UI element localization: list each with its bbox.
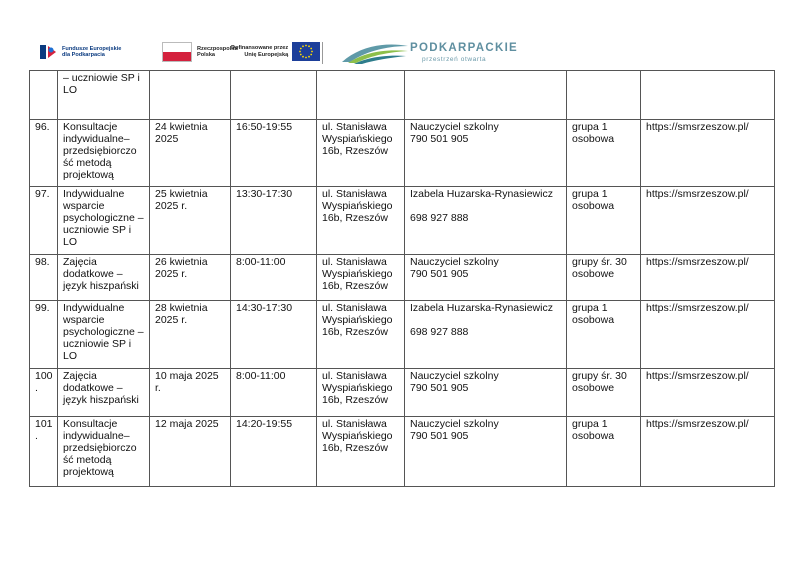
time-cell: 8:00-11:00 <box>231 255 317 301</box>
time-cell: 8:00-11:00 <box>231 369 317 417</box>
date-cell: 10 maja 2025 r. <box>150 369 231 417</box>
eu-flag-icon <box>292 42 320 61</box>
eu-line2: Unię Europejską <box>244 51 289 58</box>
date-cell: 28 kwietnia 2025 r. <box>150 301 231 369</box>
poland-flag-icon <box>162 42 192 62</box>
table-row <box>30 369 775 417</box>
url-cell[interactable]: https://smsrzeszow.pl/ <box>641 187 775 255</box>
teacher-name: Izabela Huzarska-Rynasiewicz <box>410 188 553 200</box>
address-cell: ul. Stanisława Wyspiańskiego 16b, Rzeszów <box>317 369 405 417</box>
fe-logo <box>38 42 121 62</box>
url-cell[interactable]: https://smsrzeszow.pl/ <box>641 369 775 417</box>
date-cell: 12 maja 2025 <box>150 417 231 487</box>
group-cell: grupa 1 osobowa <box>567 187 641 255</box>
rp-logo <box>162 42 238 62</box>
teacher-phone: 790 501 905 <box>410 430 469 442</box>
teacher-phone: 698 927 888 <box>410 326 469 338</box>
address-cell: ul. Stanisława Wyspiańskiego 16b, Rzeszów <box>317 187 405 255</box>
logo-bar <box>0 0 800 70</box>
activity-cell: – uczniowie SP i LO <box>58 71 150 120</box>
teacher-cell <box>405 120 567 187</box>
url-cell[interactable]: https://smsrzeszow.pl/ <box>641 255 775 301</box>
teacher-cell <box>405 417 567 487</box>
url-cell[interactable]: https://smsrzeszow.pl/ <box>641 417 775 487</box>
podkarpackie-subtitle: przestrzeń otwarta <box>422 56 487 63</box>
group-cell: grupa 1 osobowa <box>567 120 641 187</box>
activity-cell: Konsultacje indywidualne– przedsiębiorczo ść metodą projektową <box>58 120 150 187</box>
table-row <box>30 417 775 487</box>
teacher-name: Nauczyciel szkolny <box>410 121 499 133</box>
teacher-name: Nauczyciel szkolny <box>410 418 499 430</box>
url-cell[interactable]: https://smsrzeszow.pl/ <box>641 301 775 369</box>
group-cell: grupy śr. 30 osobowe <box>567 369 641 417</box>
teacher-name: Izabela Huzarska-Rynasiewicz <box>410 302 553 314</box>
time-cell: 16:50-19:55 <box>231 120 317 187</box>
logo-divider <box>322 42 323 64</box>
date-cell: 26 kwietnia 2025 r. <box>150 255 231 301</box>
podkarpackie-swoosh-icon <box>340 40 410 66</box>
table-row <box>30 71 775 120</box>
address-cell: ul. Stanisława Wyspiańskiego 16b, Rzeszów <box>317 255 405 301</box>
group-cell: grupy śr. 30 osobowe <box>567 255 641 301</box>
table-row <box>30 301 775 369</box>
date-cell: 25 kwietnia 2025 r. <box>150 187 231 255</box>
number-cell: 100. <box>30 369 58 417</box>
address-cell: ul. Stanisława Wyspiańskiego 16b, Rzeszów <box>317 417 405 487</box>
address-cell: ul. Stanisława Wyspiańskiego 16b, Rzeszów <box>317 301 405 369</box>
number-cell: 99. <box>30 301 58 369</box>
podkarpackie-logo <box>340 40 519 71</box>
activity-cell: Zajęcia dodatkowe – język hiszpański <box>58 369 150 417</box>
address-cell: ul. Stanisława Wyspiańskiego 16b, Rzeszów <box>317 120 405 187</box>
table-row <box>30 120 775 187</box>
teacher-cell <box>405 255 567 301</box>
teacher-cell <box>405 187 567 255</box>
activity-cell: Indywidualne wsparcie psychologiczne – uczniowie SP i LO <box>58 187 150 255</box>
group-cell: grupa 1 osobowa <box>567 301 641 369</box>
table-row <box>30 255 775 301</box>
eu-logo <box>231 42 320 61</box>
teacher-phone: 698 927 888 <box>410 212 469 224</box>
teacher-cell <box>405 369 567 417</box>
number-cell: 97. <box>30 187 58 255</box>
time-cell: 14:30-17:30 <box>231 301 317 369</box>
number-cell: 98. <box>30 255 58 301</box>
eu-line1: Dofinansowane przez <box>231 45 289 51</box>
teacher-phone: 790 501 905 <box>410 133 469 145</box>
podkarpackie-title: PODKARPACKIE <box>410 42 519 54</box>
url-cell[interactable]: https://smsrzeszow.pl/ <box>641 120 775 187</box>
date-cell: 24 kwietnia 2025 <box>150 120 231 187</box>
rp-line1: Rzeczpospolita <box>197 45 238 52</box>
time-cell: 14:20-19:55 <box>231 417 317 487</box>
table-row <box>30 187 775 255</box>
activity-cell: Zajęcia dodatkowe – język hiszpański <box>58 255 150 301</box>
teacher-name: Nauczyciel szkolny <box>410 370 499 382</box>
activity-cell: Konsultacje indywidualne– przedsiębiorczo ść metodą projektową <box>58 417 150 487</box>
rp-line2: Polska <box>197 52 216 58</box>
teacher-cell <box>405 301 567 369</box>
group-cell: grupa 1 osobowa <box>567 417 641 487</box>
fe-mark-icon <box>38 42 58 62</box>
number-cell: 101. <box>30 417 58 487</box>
teacher-phone: 790 501 905 <box>410 382 469 394</box>
fe-line2: dla Podkarpacia <box>62 52 105 58</box>
schedule-table <box>29 70 775 487</box>
number-cell: 96. <box>30 120 58 187</box>
activity-cell: Indywidualne wsparcie psychologiczne – uczniowie SP i LO <box>58 301 150 369</box>
time-cell: 13:30-17:30 <box>231 187 317 255</box>
teacher-phone: 790 501 905 <box>410 268 469 280</box>
fe-line1: Fundusze Europejskie <box>62 45 122 52</box>
teacher-name: Nauczyciel szkolny <box>410 256 499 268</box>
